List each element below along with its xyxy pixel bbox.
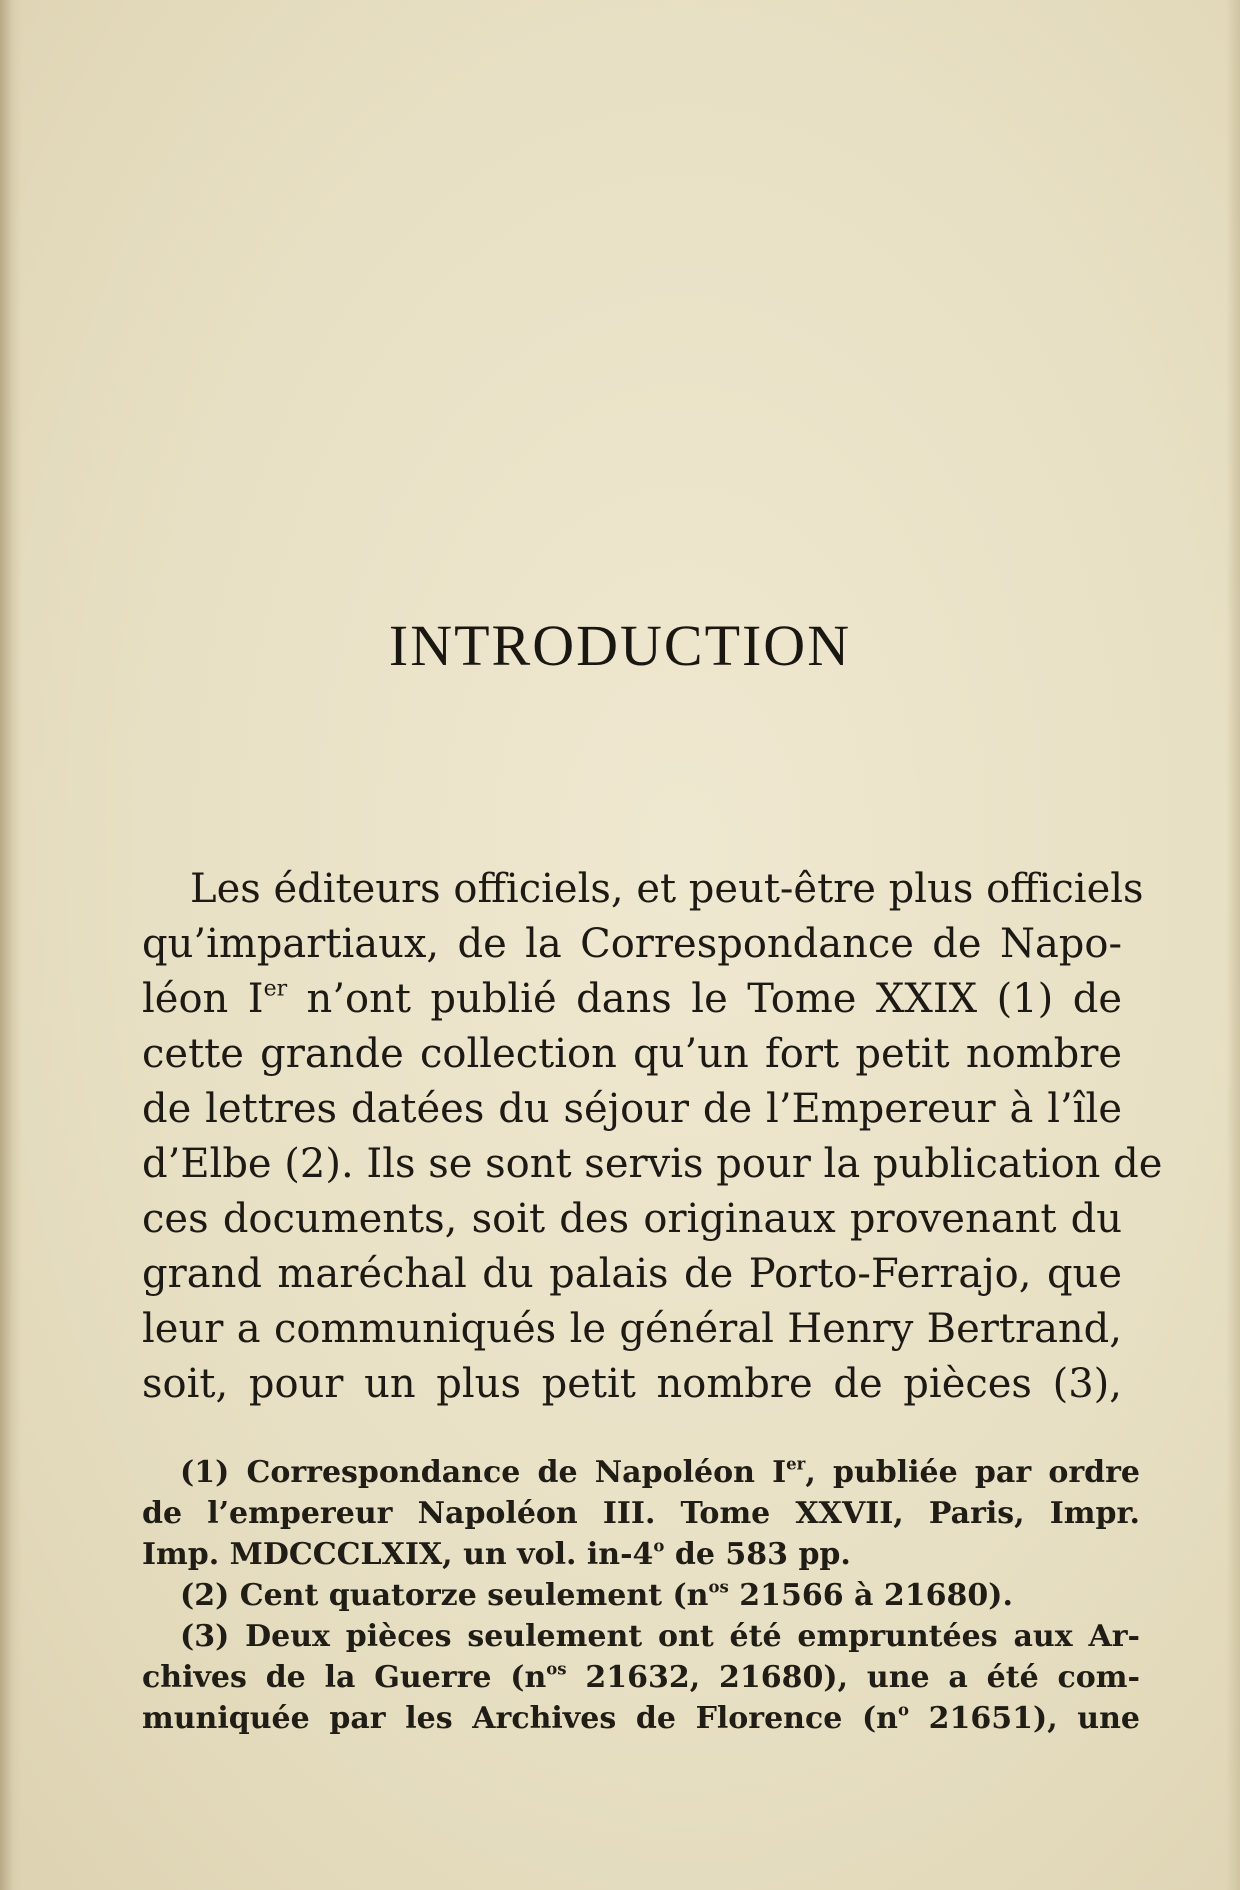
body-line: grand maréchal du palais de Porto-Ferrajo, que xyxy=(142,1251,1122,1297)
footnote-text-fragment: (1) Correspondance de Napoléon I xyxy=(180,1455,787,1490)
footnotes xyxy=(142,1452,1140,1739)
footnote-text-fragment: Imp. MDCCCLXIX, un vol. in-4 xyxy=(142,1537,654,1572)
footnote-text-fragment: 21651), une xyxy=(909,1701,1141,1736)
body-line: soit, pour un plus petit nombre de pièces (3), xyxy=(142,1361,1122,1407)
superscript: o xyxy=(653,1536,665,1556)
footnote-text-fragment: 21632, 21680), une a été com- xyxy=(566,1660,1141,1695)
footnote-text-fragment: (2) Cent quatorze seulement (n xyxy=(180,1578,709,1613)
body-text-fragment: n’ont publié dans le Tome XXIX (1) de xyxy=(287,976,1122,1022)
body-line: Les éditeurs officiels, et peut-être plus officiels xyxy=(190,866,1144,912)
page-gutter-shadow xyxy=(0,0,22,1890)
page-edge-shadow xyxy=(1226,0,1240,1890)
body-line: leur a communiqués le général Henry Bertrand, xyxy=(142,1306,1122,1352)
body-line: d’Elbe (2). Ils se sont servis pour la publication de xyxy=(142,1141,1163,1187)
footnote-line: de l’empereur Napoléon III. Tome XXVII, Paris, Impr. xyxy=(142,1496,1140,1531)
footnote-text-fragment: chives de la Guerre (n xyxy=(142,1660,547,1695)
body-line: cette grande collection qu’un fort petit nombre xyxy=(142,1031,1122,1077)
body-text-fragment: léon I xyxy=(142,976,264,1022)
footnote-text-fragment: muniquée par les Archives de Florence (n xyxy=(142,1701,898,1736)
superscript: er xyxy=(786,1454,806,1474)
footnote-line xyxy=(142,1698,1140,1739)
footnote-line xyxy=(142,1452,1140,1493)
body-paragraph xyxy=(142,862,1163,1412)
body-line: ces documents, soit des originaux provenant du xyxy=(142,1196,1122,1242)
footnote-text-fragment: , publiée par ordre xyxy=(805,1455,1141,1490)
superscript: os xyxy=(708,1577,729,1597)
superscript: o xyxy=(897,1700,909,1720)
footnote-line xyxy=(142,1657,1140,1698)
chapter-title: INTRODUCTION xyxy=(388,613,852,678)
body-line xyxy=(142,972,1122,1027)
footnote-text-fragment: 21566 à 21680). xyxy=(728,1578,1013,1613)
body-line: de lettres datées du séjour de l’Empereur à l’île xyxy=(142,1086,1122,1132)
footnote-line xyxy=(142,1575,1140,1616)
footnote-line: (3) Deux pièces seulement ont été empruntées aux Ar- xyxy=(180,1619,1140,1654)
footnote-text-fragment: de 583 pp. xyxy=(664,1537,851,1572)
superscript: os xyxy=(546,1659,567,1679)
footnote-line xyxy=(142,1534,1140,1575)
superscript: er xyxy=(263,976,288,1002)
body-line: qu’impartiaux, de la Correspondance de Napo- xyxy=(142,921,1122,967)
